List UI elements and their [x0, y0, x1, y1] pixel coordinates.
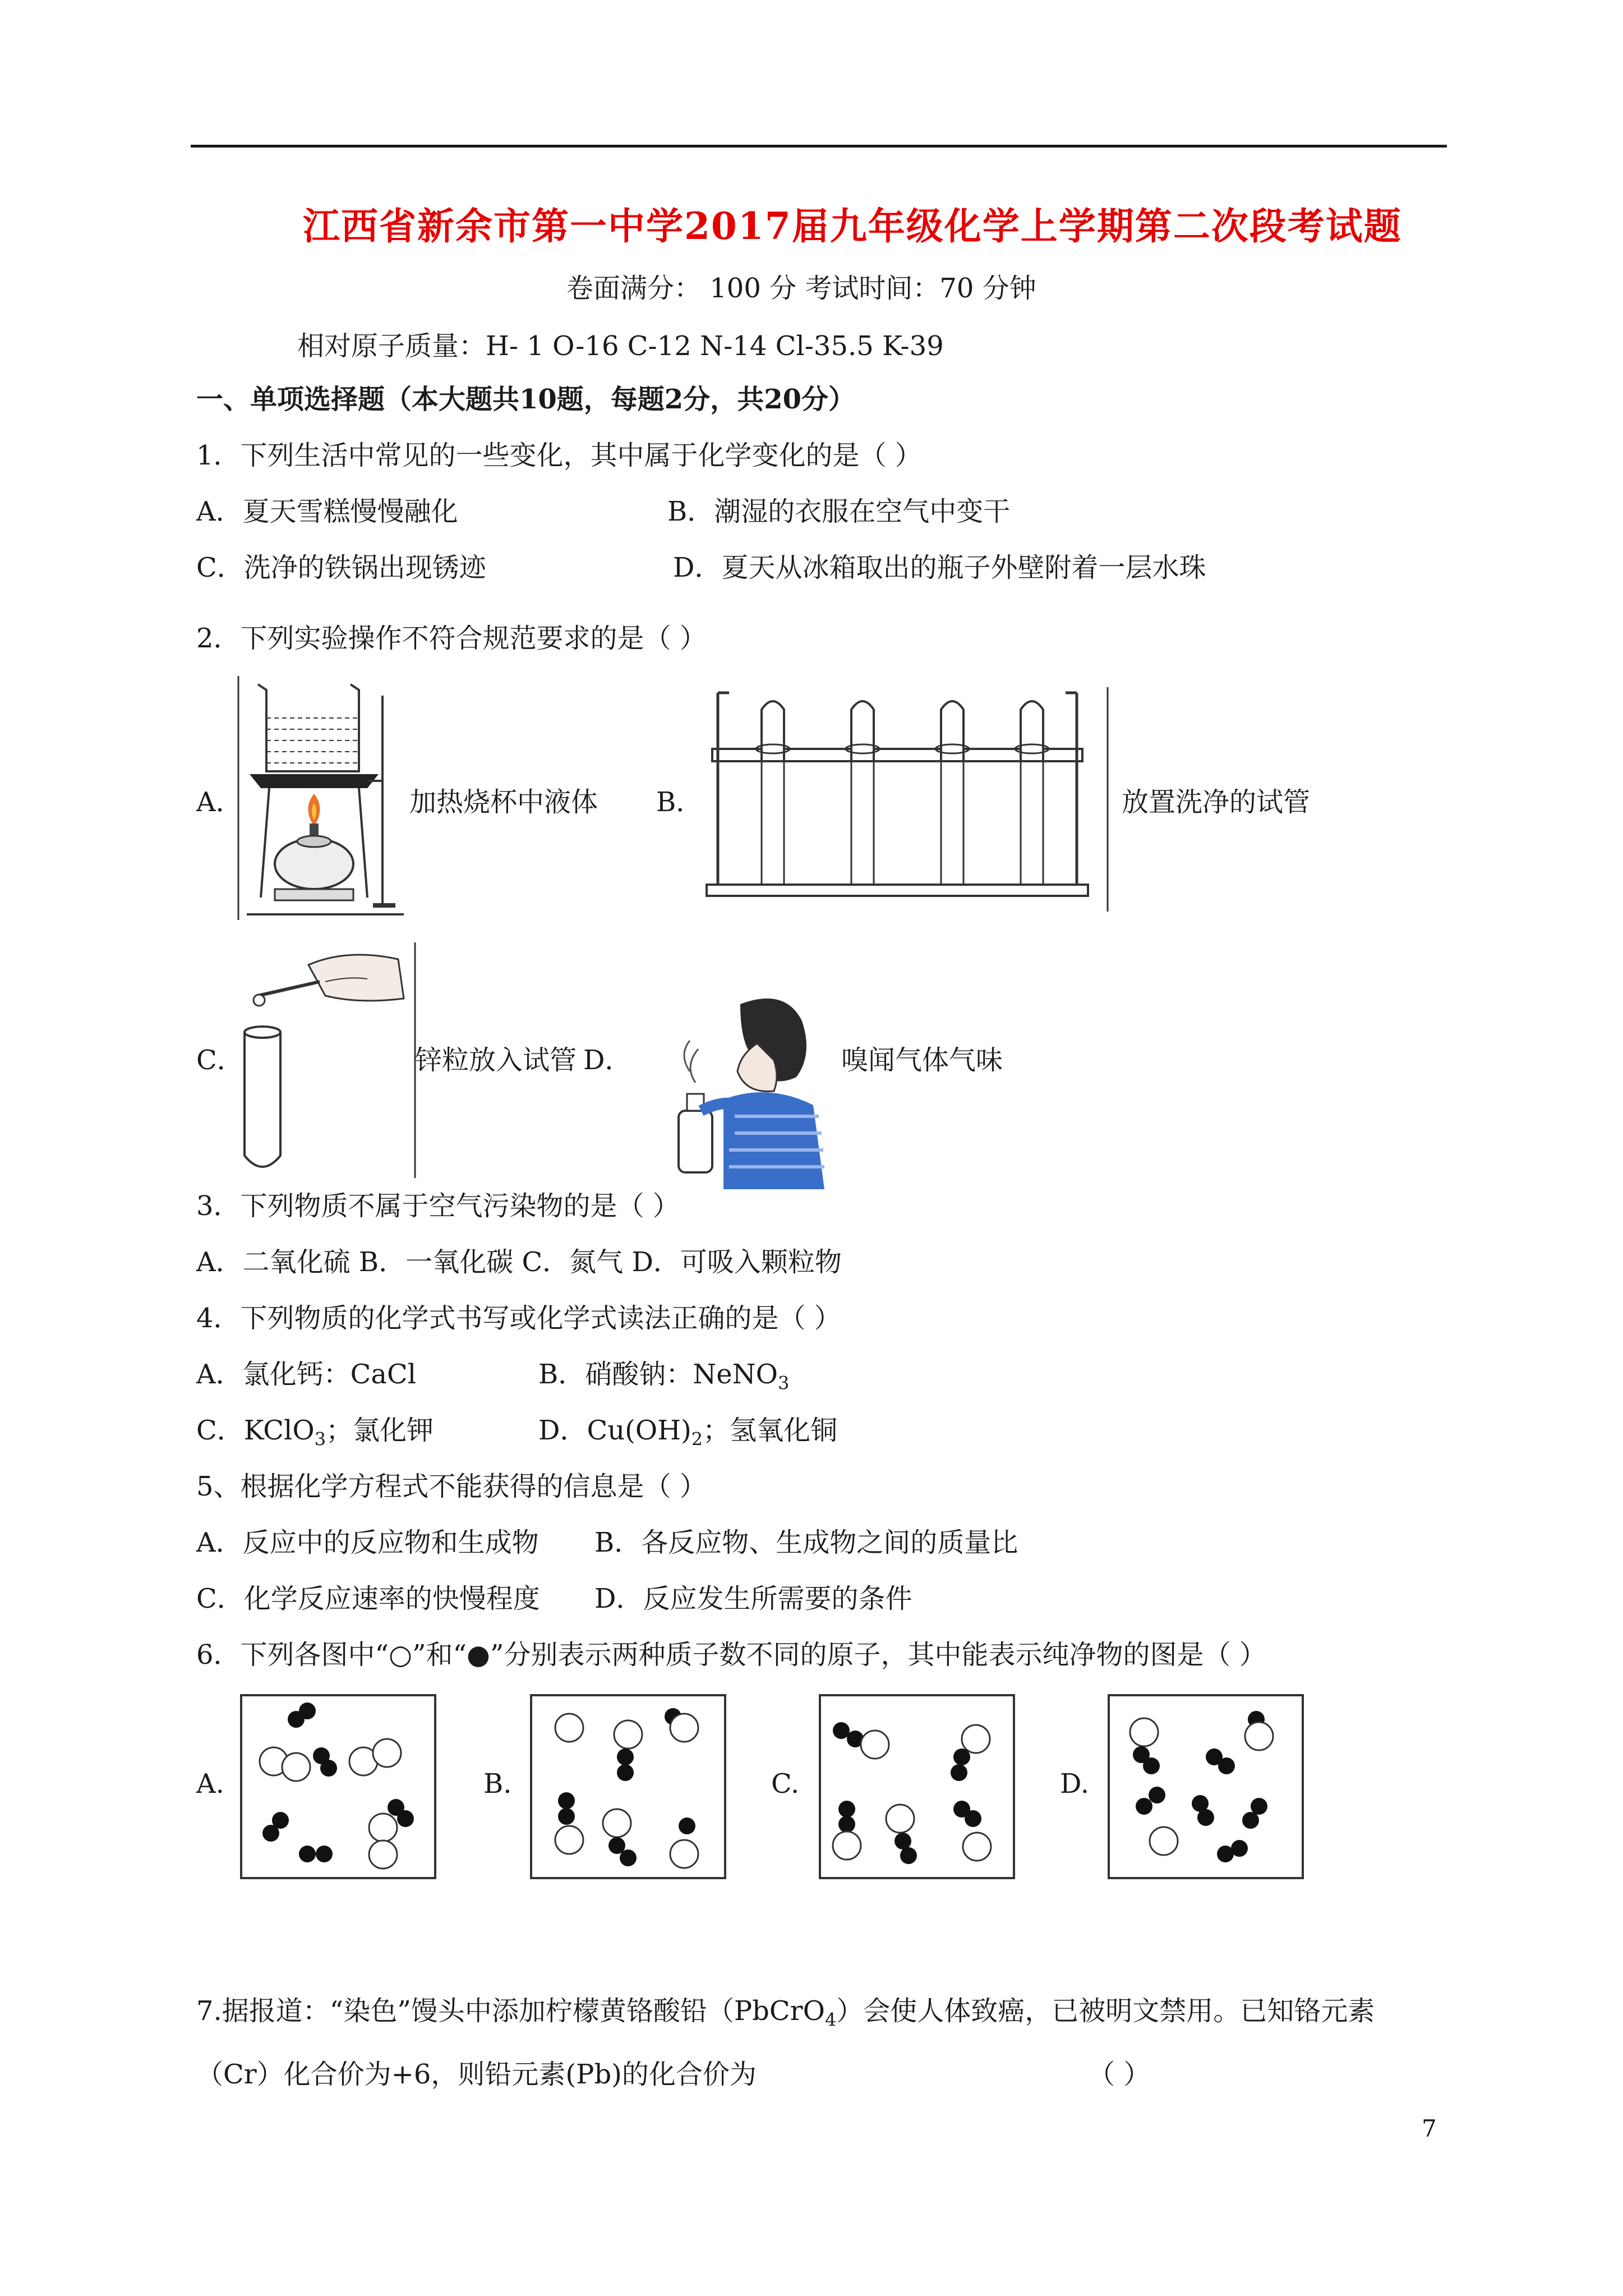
- q3-options: A．二氧化硫 B．一氧化碳 C．氮气 D．可吸入颗粒物: [196, 1246, 842, 1278]
- question-6: 6．下列各图中“○”和“●”分别表示两种质子数不同的原子，其中能表示纯净物的图是（ ）: [196, 1639, 1266, 1671]
- q6-diagram-a: [240, 1694, 436, 1879]
- q1-option-c: C．洗净的铁锅出现锈迹: [196, 552, 486, 583]
- q6-diagram-b: [530, 1694, 726, 1879]
- question-5: 5、根据化学方程式不能获得的信息是（ ）: [196, 1471, 707, 1502]
- q2-option-b-text: 放置洗净的试管: [1122, 786, 1311, 818]
- q2-option-d-text: 嗅闻气体气味: [841, 1045, 1003, 1076]
- question-7-line2: （Cr）化合价为+6，则铅元素(Pb)的化合价为: [196, 2059, 757, 2090]
- smelling-gas-figure: [645, 987, 836, 1189]
- question-3: 3．下列物质不属于空气污染物的是（ ）: [196, 1190, 680, 1222]
- q5-option-c: C．化学反应速率的快慢程度: [196, 1583, 540, 1614]
- question-1: 1．下列生活中常见的一些变化，其中属于化学变化的是（ ）: [196, 440, 922, 471]
- q5-option-d: D．反应发生所需要的条件: [594, 1583, 912, 1614]
- page-title: 江西省新余市第一中学2017届九年级化学上学期第二次段考试题: [303, 204, 1402, 248]
- q1-option-a: A．夏天雪糕慢慢融化: [196, 496, 458, 527]
- question-7-blank: （ ）: [1088, 2059, 1151, 2090]
- q6-option-b-letter: B.: [483, 1768, 512, 1800]
- q6-option-a-letter: A.: [196, 1768, 224, 1800]
- q5-option-b: B．各反应物、生成物之间的质量比: [594, 1527, 1018, 1558]
- q2-option-c-text: 锌粒放入试管: [415, 1045, 577, 1076]
- q1-option-b: B．潮湿的衣服在空气中变干: [667, 496, 1011, 527]
- q2-option-d-letter: D．: [583, 1045, 632, 1076]
- page-number: 7: [1422, 2115, 1437, 2142]
- q6-diagram-d: [1108, 1694, 1304, 1879]
- q6-diagram-c: [819, 1694, 1015, 1879]
- question-4: 4．下列物质的化学式书写或化学式读法正确的是（ ）: [196, 1303, 841, 1334]
- zinc-test-tube-figure: [236, 942, 426, 1178]
- beaker-heating-figure: [236, 673, 415, 920]
- q5-option-a: A．反应中的反应物和生成物: [196, 1527, 539, 1558]
- section-heading: 一、单项选择题（本大题共10题，每题2分，共20分）: [196, 384, 855, 415]
- q2-option-b-letter: B．: [656, 786, 703, 818]
- q6-option-c-letter: C.: [771, 1768, 800, 1800]
- q2-option-a-text: 加热烧杯中液体: [409, 786, 598, 818]
- header-rule: [191, 145, 1447, 148]
- atomic-mass: 相对原子质量：H- 1 O-16 C-12 N-14 Cl-35.5 K-39: [297, 330, 944, 362]
- q4-option-a: A．氯化钙：CaCl: [196, 1359, 417, 1390]
- question-2: 2．下列实验操作不符合规范要求的是（ ）: [196, 623, 707, 654]
- q6-option-d-letter: D.: [1060, 1768, 1090, 1800]
- q2-option-c-letter: C．: [196, 1045, 244, 1076]
- test-tube-rack-figure: [695, 687, 1110, 912]
- question-7-line1: 7.据报道：“染色”馒头中添加柠檬黄铬酸铅（PbCrO$_4$）会使人体致癌，已被明文禁用。已知铬元素: [196, 1995, 1375, 2031]
- q1-option-d: D．夏天从冰箱取出的瓶子外壁附着一层水珠: [673, 552, 1206, 583]
- q4-option-b: B．硝酸钠：NeNO$_3$: [538, 1359, 790, 1394]
- q2-option-a-letter: A．: [196, 786, 243, 818]
- exam-info: 卷面满分： 100 分 考试时间：70 分钟: [566, 273, 1036, 304]
- q4-option-c: C．KClO$_3$；氯化钾: [196, 1415, 434, 1450]
- q4-option-d: D．$Cu(OH)_2$；氢氧化铜: [538, 1415, 838, 1450]
